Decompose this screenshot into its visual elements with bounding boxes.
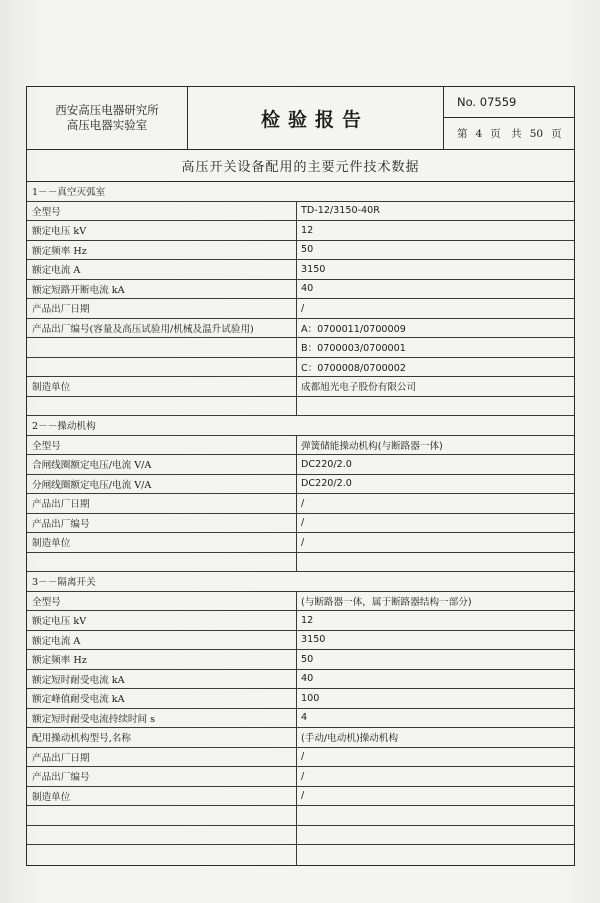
- parameter-value: 3150: [301, 263, 326, 275]
- table-row: [27, 631, 574, 651]
- table-row: [27, 670, 574, 690]
- parameter-value: 50: [301, 244, 314, 256]
- parameter-value: DC220/2.0: [301, 458, 352, 470]
- parameter-label: 额定电压 kV: [27, 221, 297, 240]
- table-row: [27, 826, 574, 846]
- parameter-value: A：0700011/0700009: [301, 323, 406, 335]
- parameter-label: 产品出厂日期: [27, 494, 297, 513]
- table-row: [27, 338, 574, 358]
- parameter-value: 成都旭光电子股份有限公司: [301, 382, 417, 394]
- parameter-value: TD-12/3150-40R: [301, 205, 380, 217]
- parameter-label: 全型号: [27, 592, 297, 611]
- org-name: 西安高压电器研究所: [55, 103, 159, 117]
- page-mid: 页 共: [490, 128, 522, 140]
- parameter-value: /: [301, 790, 305, 802]
- table-row: [27, 533, 574, 553]
- report-number: No. 07559: [443, 87, 574, 118]
- parameter-label: [27, 826, 297, 845]
- organization-block: [27, 87, 188, 149]
- table-row: [27, 299, 574, 319]
- table-row: [27, 689, 574, 709]
- parameter-label: 分闸线圈额定电压/电流 V/A: [27, 475, 297, 494]
- parameter-value: 100: [301, 692, 320, 704]
- parameter-value: (手动/电动机)操动机构: [301, 733, 399, 745]
- parameter-label: 额定频率 Hz: [27, 650, 297, 669]
- section-title: 1－－真空灭弧室: [32, 187, 106, 199]
- table-row: [27, 280, 574, 300]
- page-indicator: [443, 118, 574, 149]
- table-row: [27, 650, 574, 670]
- table-row: [27, 377, 574, 397]
- page-total: 50: [529, 127, 544, 140]
- table-row: [27, 845, 574, 865]
- parameter-label: 额定电流 A: [27, 631, 297, 650]
- report-header: [26, 86, 575, 150]
- parameter-value: /: [301, 770, 305, 782]
- parameter-value: (与断路器一体，属于断路器结构一部分): [301, 596, 472, 608]
- parameter-value: 40: [301, 283, 314, 295]
- table-row: [27, 748, 574, 768]
- parameter-label: 产品出厂日期: [27, 748, 297, 767]
- parameter-value: 50: [301, 653, 314, 665]
- parameter-value: [297, 806, 574, 825]
- parameter-label: 制造单位: [27, 377, 297, 396]
- parameter-label: 额定短时耐受电流 kA: [27, 670, 297, 689]
- table-row: [27, 397, 574, 417]
- table-row: [27, 806, 574, 826]
- parameter-value: [297, 397, 574, 416]
- parameter-label: 产品出厂编号: [27, 767, 297, 786]
- table-row: [27, 514, 574, 534]
- parameter-value: /: [301, 536, 305, 548]
- parameter-value: [297, 845, 574, 865]
- parameter-value: [297, 826, 574, 845]
- table-row: [27, 709, 574, 729]
- component-data-table: [26, 182, 575, 866]
- parameter-value: 40: [301, 673, 314, 685]
- parameter-value: /: [301, 302, 305, 314]
- parameter-value: 12: [301, 614, 314, 626]
- section-header-row: [27, 416, 574, 436]
- parameter-label: 额定峰值耐受电流 kA: [27, 689, 297, 708]
- parameter-value: C：0700008/0700002: [301, 362, 406, 374]
- parameter-value: 4: [301, 712, 308, 724]
- report-title: 检验报告: [187, 87, 444, 149]
- parameter-label: 额定频率 Hz: [27, 241, 297, 260]
- page-prefix: 第: [457, 128, 468, 140]
- parameter-label: 额定短路开断电流 kA: [27, 280, 297, 299]
- table-row: [27, 319, 574, 339]
- parameter-label: 制造单位: [27, 533, 297, 552]
- table-row: [27, 455, 574, 475]
- parameter-value: /: [301, 517, 305, 529]
- parameter-value: /: [301, 497, 305, 509]
- table-row: [27, 767, 574, 787]
- table-row: [27, 221, 574, 241]
- parameter-label: [27, 806, 297, 825]
- parameter-label: 额定电压 kV: [27, 611, 297, 630]
- parameter-value: 12: [301, 224, 314, 236]
- table-row: [27, 592, 574, 612]
- table-row: [27, 475, 574, 495]
- parameter-label: 产品出厂日期: [27, 299, 297, 318]
- parameter-label: 全型号: [27, 436, 297, 455]
- table-title: 高压开关设备配用的主要元件技术数据: [26, 150, 575, 182]
- parameter-value: [297, 553, 574, 572]
- parameter-value: /: [301, 751, 305, 763]
- table-row: [27, 436, 574, 456]
- parameter-label: 额定短时耐受电流持续时间 s: [27, 709, 297, 728]
- parameter-label: [27, 338, 297, 357]
- table-row: [27, 787, 574, 807]
- parameter-label: 合闸线圈额定电压/电流 V/A: [27, 455, 297, 474]
- parameter-label: 产品出厂编号(容量及高压试验用/机械及温升试验用): [27, 319, 297, 338]
- table-row: [27, 202, 574, 222]
- parameter-value: 弹簧储能操动机构(与断路器一体): [301, 440, 443, 452]
- table-row: [27, 728, 574, 748]
- parameter-value: DC220/2.0: [301, 478, 352, 490]
- parameter-value: B：0700003/0700001: [301, 343, 406, 355]
- parameter-label: [27, 553, 297, 572]
- parameter-label: 额定电流 A: [27, 260, 297, 279]
- lab-name: 高压电器实验室: [66, 118, 148, 132]
- section-header-row: [27, 182, 574, 202]
- section-header-row: [27, 572, 574, 592]
- parameter-label: [27, 358, 297, 377]
- section-title: 2－－操动机构: [32, 421, 96, 433]
- parameter-label: 配用操动机构型号,名称: [27, 728, 297, 747]
- table-row: [27, 358, 574, 378]
- parameter-label: 全型号: [27, 202, 297, 221]
- parameter-label: 产品出厂编号: [27, 514, 297, 533]
- table-row: [27, 494, 574, 514]
- table-row: [27, 611, 574, 631]
- parameter-label: [27, 845, 297, 865]
- page-suffix: 页: [551, 128, 562, 140]
- table-row: [27, 553, 574, 573]
- page-number: 4: [475, 127, 483, 140]
- parameter-label: 制造单位: [27, 787, 297, 806]
- table-row: [27, 260, 574, 280]
- section-title: 3－－隔离开关: [32, 577, 96, 589]
- parameter-value: 3150: [301, 634, 326, 646]
- parameter-label: [27, 397, 297, 416]
- table-row: [27, 241, 574, 261]
